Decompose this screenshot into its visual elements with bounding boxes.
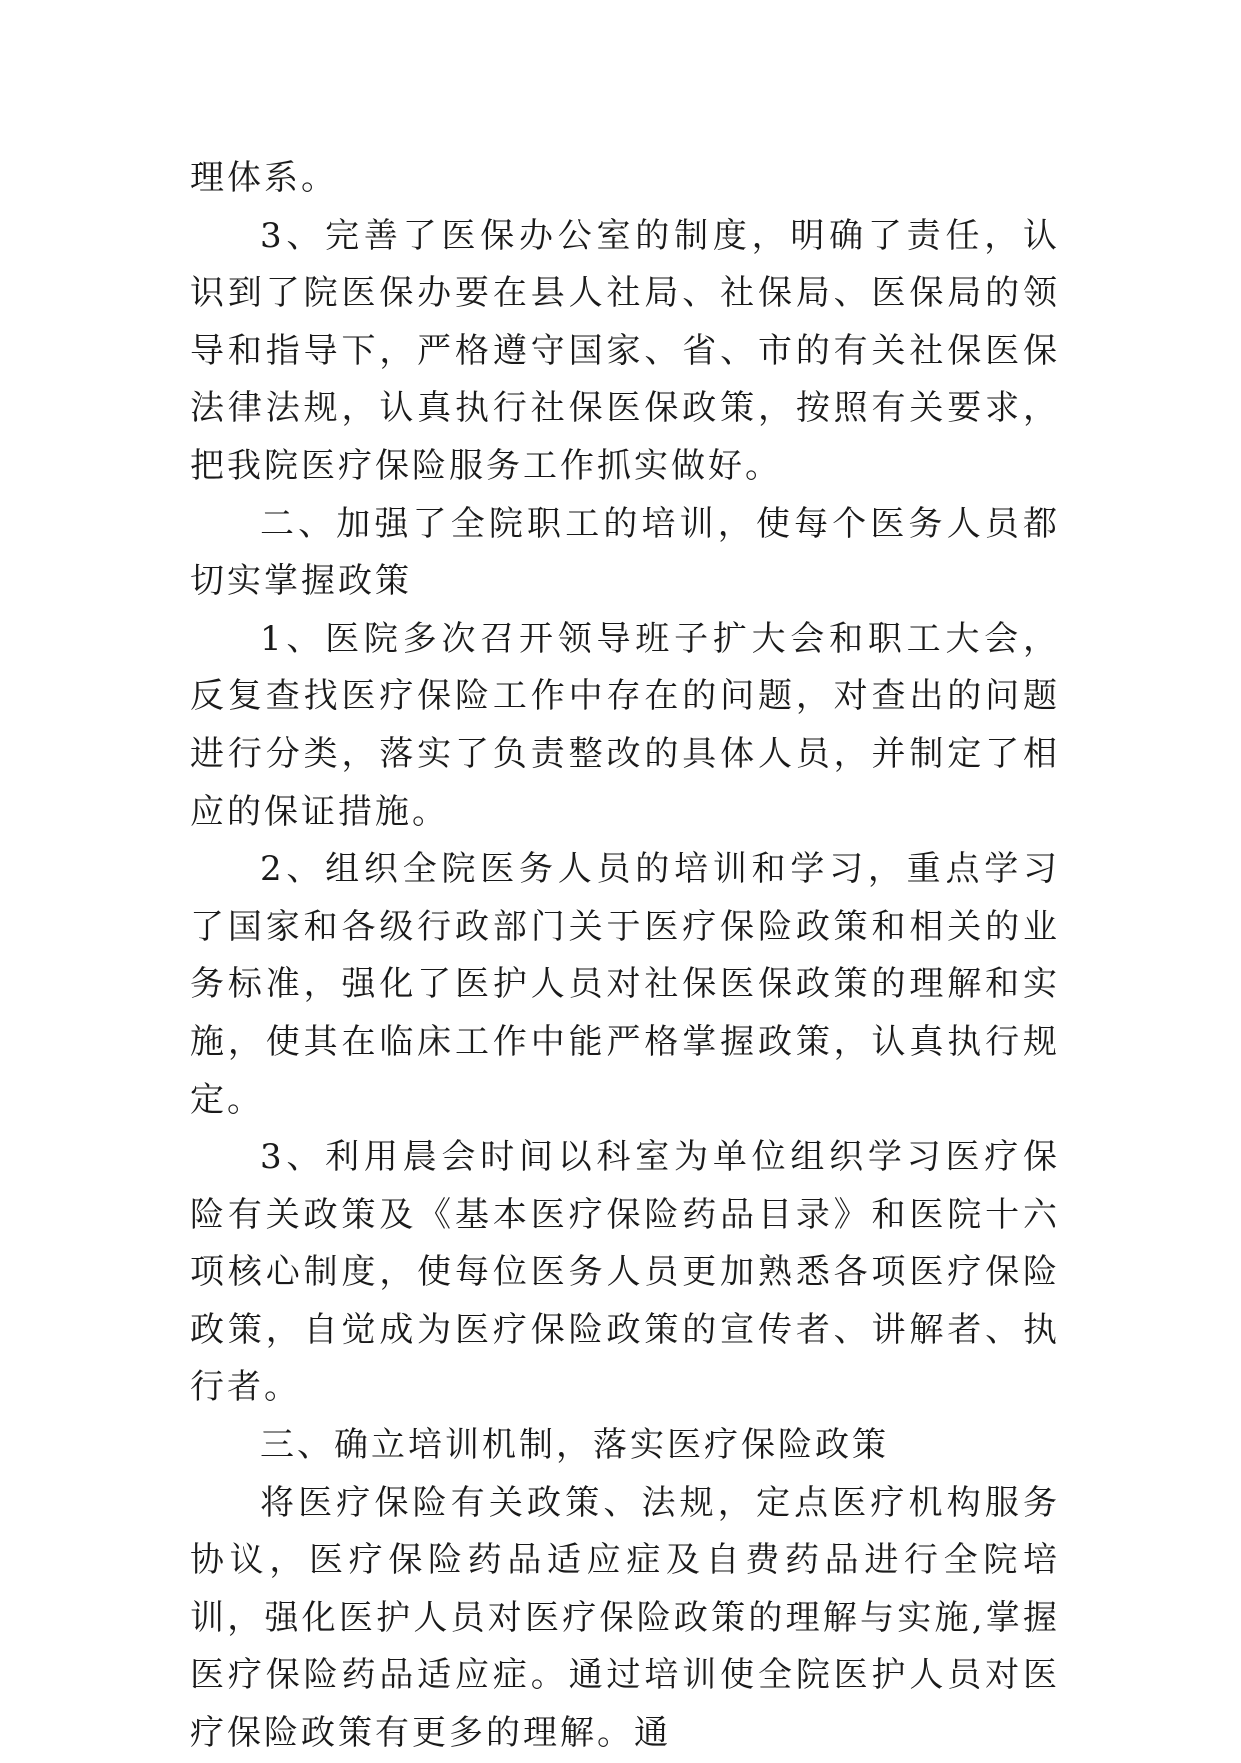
paragraph-policy-training: 将医疗保险有关政策、法规，定点医疗机构服务协议，医疗保险药品适应症及自费药品进行全院培训，强化医护人员对医疗保险政策的理解与实施,掌握医疗保险药品适应症。通过培训使全院医护人员对医疗保险政策有更多的理解。通	[190, 1482, 1060, 1754]
paragraph-item-3-morning-study: 3、利用晨会时间以科室为单位组织学习医疗保险有关政策及《基本医疗保险药品目录》和医院十六项核心制度，使每位医务人员更加熟悉各项医疗保险政策，自觉成为医疗保险政策的宣传者、讲解者、执行者。	[190, 1137, 1060, 1408]
paragraph-item-3-office-system: 3、完善了医保办公室的制度，明确了责任，认识到了院医保办要在县人社局、社保局、医保局的领导和指导下，严格遵守国家、省、市的有关社保医保法律法规，认真执行社保医保政策，按照有关要求，把我院医疗保险服务工作抓实做好。	[190, 215, 1060, 486]
paragraph-item-1-meetings: 1、医院多次召开领导班子扩大会和职工大会，反复查找医疗保险工作中存在的问题，对查出的问题进行分类，落实了负责整改的具体人员，并制定了相应的保证措施。	[190, 618, 1060, 832]
section-heading-3-training-mechanism: 三、确立培训机制，落实医疗保险政策	[260, 1425, 889, 1466]
paragraph-item-2-staff-training: 2、组织全院医务人员的培训和学习，重点学习了国家和各级行政部门关于医疗保险政策和相关的业务标准，强化了医护人员对社保医保政策的理解和实施，使其在临床工作中能严格掌握政策，认真执行规定。	[190, 849, 1060, 1120]
document-page	[190, 150, 1060, 1763]
paragraph-continuation: 理体系。	[190, 158, 338, 198]
section-heading-2-training: 二、加强了全院职工的培训，使每个医务人员都切实掌握政策	[190, 503, 1060, 602]
